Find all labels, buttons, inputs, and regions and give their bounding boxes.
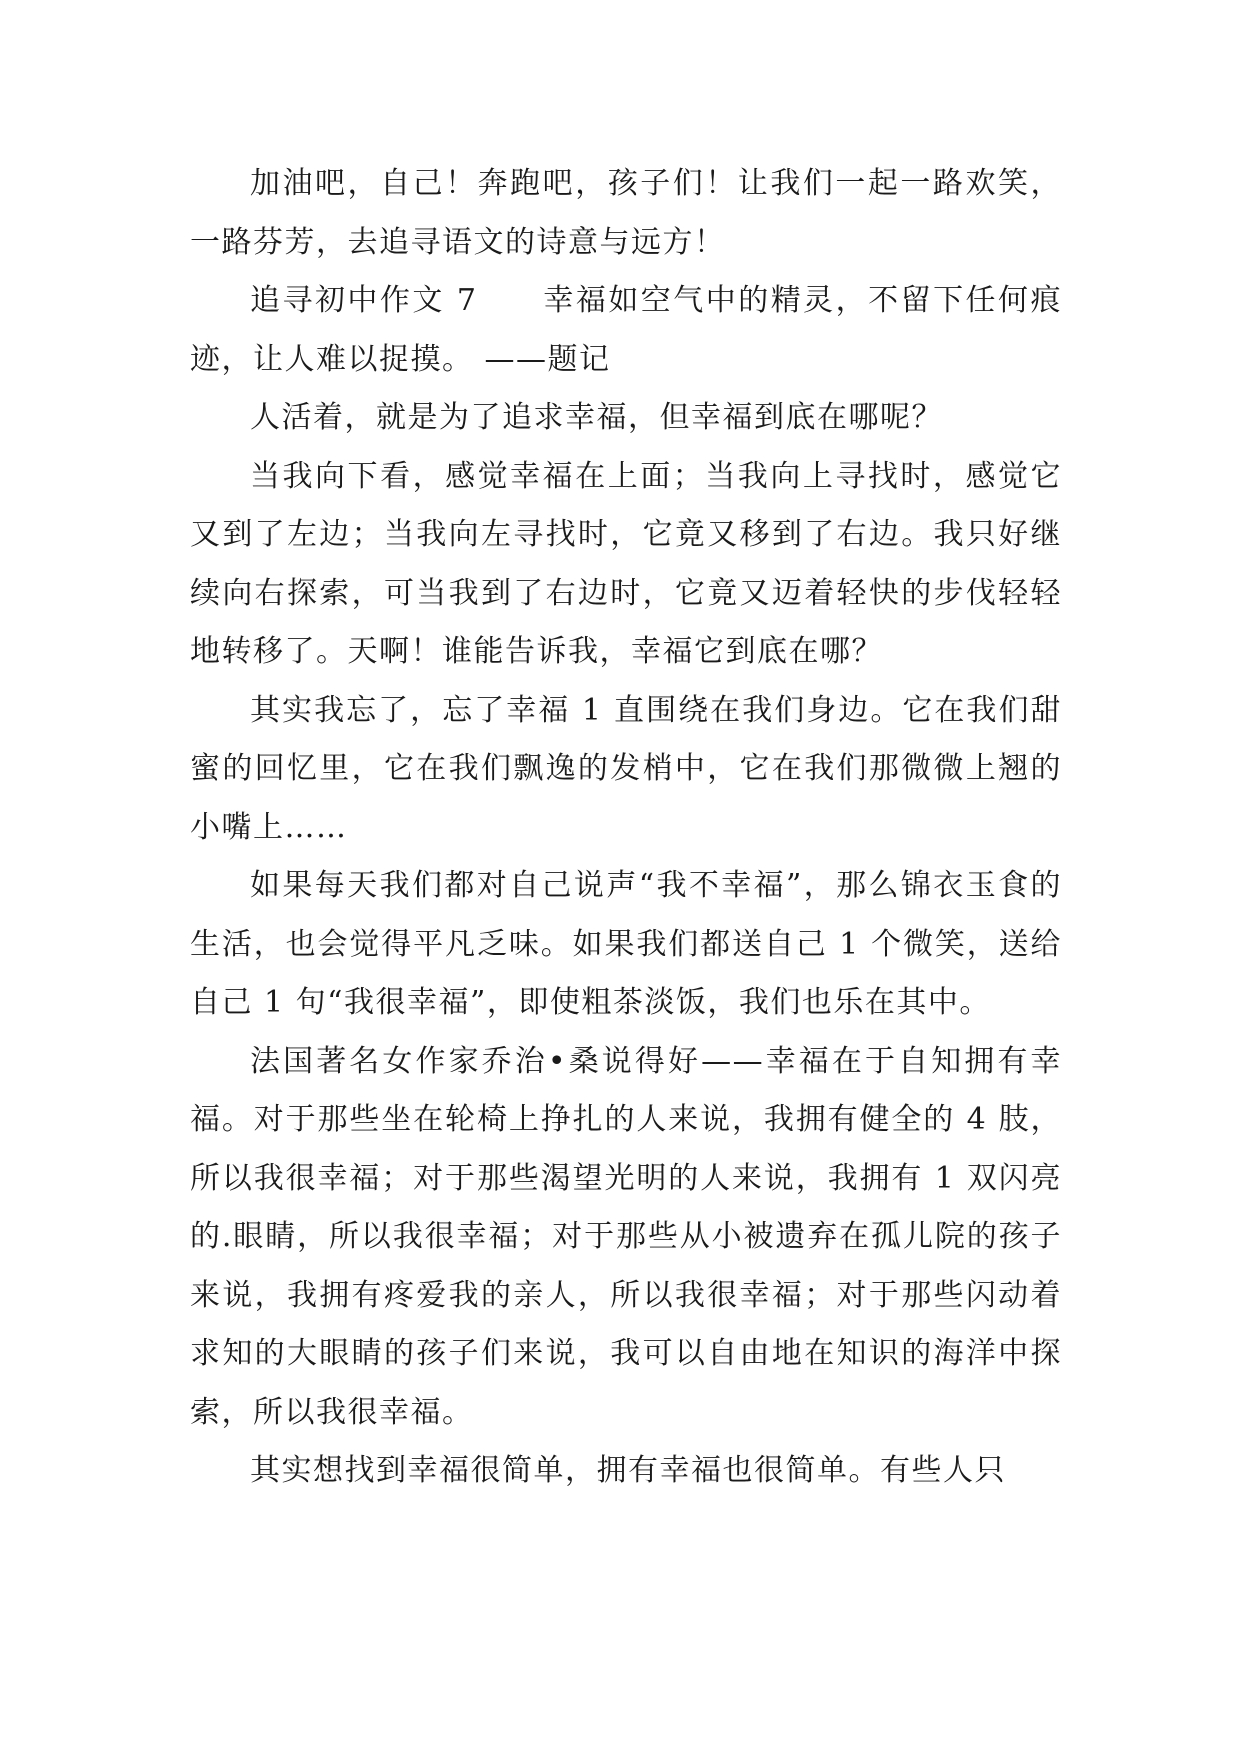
paragraph: 人活着，就是为了追求幸福，但幸福到底在哪呢？ [250,400,943,435]
paragraph: 追寻初中作文 7 幸福如空气中的精灵，不留下任何痕迹，让人难以捉摸。 ——题记 [190,283,1062,377]
paragraph: 如果每天我们都对自己说声“我不幸福”，那么锦衣玉食的生活，也会觉得平凡乏味。如果我们都送自己 1 个微笑，送给自己 1 句“我很幸福”，即使粗茶淡饭，我们也乐在其中。 [190,868,1062,1020]
paragraph: 法国著名女作家乔治•桑说得好——幸福在于自知拥有幸福。对于那些坐在轮椅上挣扎的人来说，我拥有健全的 4 肢，所以我很幸福；对于那些渴望光明的人来说，我拥有 1 双闪亮的.眼睛，所以我很幸福；对于那些从小被遗弃在孤儿院的孩子来说，我拥有疼爱我的亲人，所以我很幸福；对于那些闪动着求知的大眼睛的孩子们来说，我可以自由地在知识的海洋中探索，所以我很幸福。 [190,1043,1062,1430]
paragraph: 当我向下看，感觉幸福在上面；当我向上寻找时，感觉它又到了左边；当我向左寻找时，它竟又移到了右边。我只好继续向右探索，可当我到了右边时，它竟又迈着轻快的步伐轻轻地转移了。天啊！谁能告诉我，幸福它到底在哪？ [190,458,1062,669]
paragraph: 其实想找到幸福很简单，拥有幸福也很简单。有些人只 [250,1453,1006,1488]
paragraph: 其实我忘了，忘了幸福 1 直围绕在我们身边。它在我们甜蜜的回忆里，它在我们飘逸的发梢中，它在我们那微微上翘的小嘴上…… [190,692,1062,845]
paragraph: 加油吧，自己！奔跑吧，孩子们！让我们一起一路欢笑，一路芬芳，去追寻语文的诗意与远方！ [190,166,1062,260]
document-page [190,155,1062,1501]
